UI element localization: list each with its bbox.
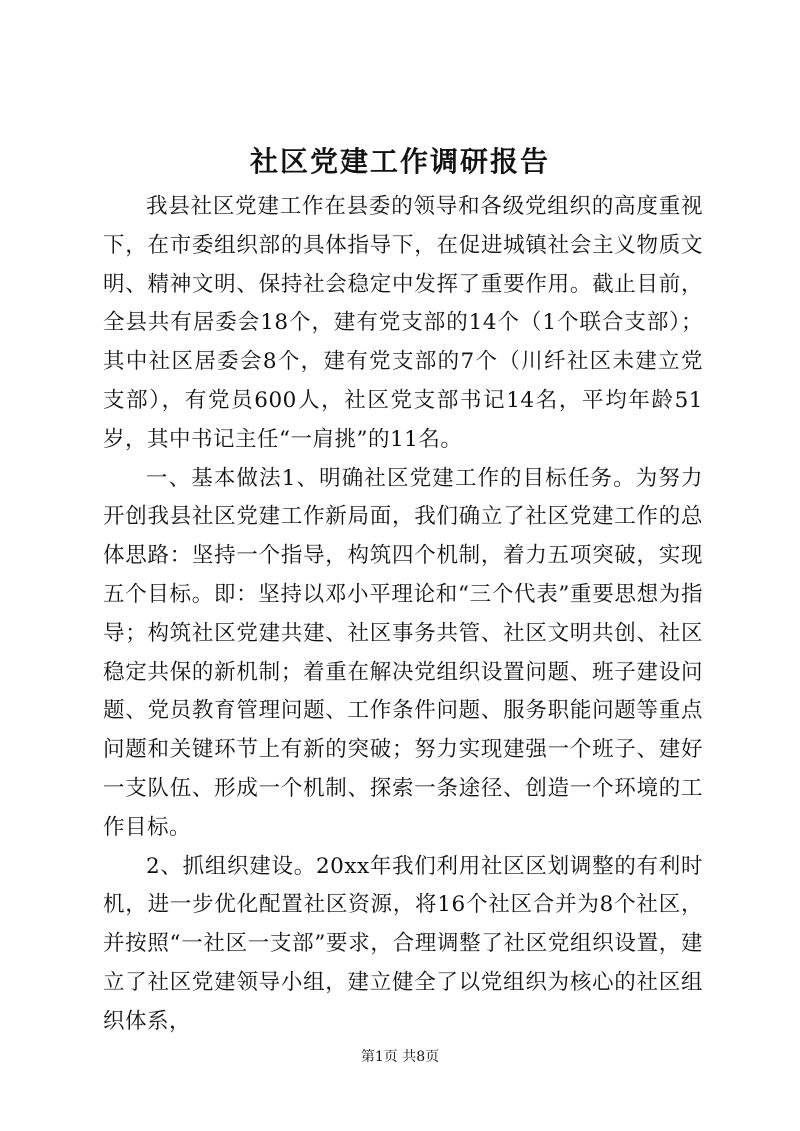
page-number-footer: 第1页 共8页 (360, 1049, 440, 1065)
paragraph-organization-building: 2、抓组织建设。20xx年我们利用社区区划调整的有利时机，进一步优化配置社区资源，将16个社区合并为8个社区，并按照“一社区一支部”要求，合理调整了社区党组织设置，建立了社区党建领导小组，建立健全了以党组织为核心的社区组织体系， (103, 853, 703, 1034)
paragraph-intro: 我县社区党建工作在县委的领导和各级党组织的高度重视下，在市委组织部的具体指导下，在促进城镇社会主义物质文明、精神文明、保持社会稳定中发挥了重要作用。截止目前，全县共有居委会18个，建有党支部的14个（1个联合支部）；其中社区居委会8个，建有党支部的7个（川纤社区未建立党支部），有党员600人，社区党支部书记14名，平均年龄51岁，其中书记主任“一肩挑”的11名。 (103, 194, 703, 452)
paragraph-basic-practices: 一、基本做法1、明确社区党建工作的目标任务。为努力开创我县社区党建工作新局面，我们确立了社区党建工作的总体思路：坚持一个指导，构筑四个机制，着力五项突破，实现五个目标。即：坚持以邓小平理论和“三个代表”重要思想为指导；构筑社区党建共建、社区事务共管、社区文明共创、社区稳定共保的新机制；着重在解决党组织设置问题、班子建设问题、党员教育管理问题、工作条件问题、服务职能问题等重点问题和关键环节上有新的突破；努力实现建强一个班子、建好一支队伍、形成一个机制、探索一条途径、创造一个环境的工作目标。 (103, 465, 703, 840)
document-title: 社区党建工作调研报告 (249, 145, 550, 178)
document-body (103, 188, 703, 1042)
